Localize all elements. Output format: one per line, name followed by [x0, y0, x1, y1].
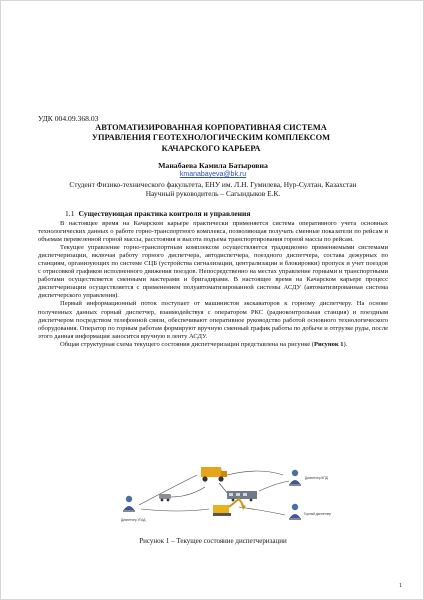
label-left-person: Диспетчер УГАД — [121, 518, 146, 522]
person-icon-bottom-right — [289, 504, 301, 520]
train-icon — [227, 491, 257, 501]
paper-title — [61, 123, 361, 154]
arrow-dispatcher-to-excavator — [141, 509, 209, 511]
affiliation-block — [41, 180, 385, 198]
car-icon — [159, 494, 171, 501]
paragraph-4-text: Общая структурная схема текущего состояния диспетчеризации представлена на рисунке ( — [60, 340, 314, 348]
label-top-right-person: Диспетчер КПД — [305, 476, 328, 480]
figure-reference-suffix: ). — [343, 340, 348, 348]
page-number: 1 — [399, 583, 402, 589]
figure-caption: Рисунок 1 – Текущее состояние диспетчеризации — [139, 537, 287, 545]
arrow-train-to-kpd — [259, 481, 289, 491]
title-line-3: КАЧАРСКОГО КАРЬЕРА — [161, 143, 261, 153]
paragraph-2: Текущее управление горно-транспортным комплексом осуществляется традиционно применяемыми системами диспетчеризации, включая работу горного диспетчера, автодиспетчера, поездного диспетчера, состава дежурных по станциям, организующих по системе СЦБ (устройства сигнализации, централизации и блокировки) пропуск и учет поездов с отрисовкой графиков исполненного движения поездов. Непосредственно на местах управление горными и транспортными работами осуществляется сменными мастерами и бригадирами. В настоящее время на Качарском карьере процесс диспетчеризации осуществляется с применением полуавтоматизированной системы АСДУ (автоматизированная система диспетчерского управления). — [38, 244, 388, 300]
paragraph-3: Первый информационный поток поступает от машинистов экскаваторов к горному диспетчеру. На основе полученных данных горный диспетчер, взаимодействуя с оператором РКС (радиоконтрольная станция) и поездным диспетчером посредством телефонной связи, обеспечивают оперативное руководство работой основного технологического оборудования. Оператор по горным работам формируют вручную сменный график работы по добыче и отгрузке руды, после этого данная информация заносится вручную в ленту АСДУ. — [38, 300, 388, 340]
arrow-truck-to-kpd — [227, 471, 283, 475]
person-icon-top-right — [289, 470, 301, 486]
person-icon-left — [123, 496, 135, 512]
title-line-2: УПРАВЛЕНИЯ ГЕОТЕХНОЛОГИЧЕСКИМ КОМПЛЕКСОМ — [91, 133, 331, 143]
affiliation: Студент Физико-технического факультета, ЕНУ им. Л.Н. Гумилева, Нур-Султан, Казахстан — [69, 180, 357, 189]
author-name: Манабаева Камила Батыровна — [158, 161, 268, 170]
udk-code: УДК 004.09.368.03 — [38, 114, 99, 123]
dump-truck-icon — [201, 467, 227, 482]
arrow-truck-to-car — [171, 487, 205, 497]
section-title: Существующая практика контроля и управления — [78, 209, 251, 218]
body-text — [38, 220, 388, 349]
paragraph-4 — [38, 341, 388, 349]
section-number: 1.1 — [65, 209, 75, 218]
author-email-link[interactable]: kmanabayeva@bk.ru — [179, 171, 247, 178]
arrow-excavator-to-mine-dispatcher — [239, 507, 285, 515]
label-bottom-right-person: Горный диспетчер — [304, 512, 331, 516]
paragraph-1: В настоящее время на Качарском карьере практически применяется система оперативного учета основных технологических данных о работе горно-транспортного комплекса, позволяющая получать сменные показатели по рейсам и объемам перевезенной горной массы, расстояния и высота подъема транспортирования горной массы по рейсам. — [38, 220, 388, 244]
figure-reference: Рисунок 1 — [313, 340, 344, 348]
dispatch-diagram — [109, 461, 331, 533]
title-line-1: АВТОМАТИЗИРОВАННАЯ КОРПОРАТИВНАЯ СИСТЕМА — [95, 123, 327, 132]
section-heading — [65, 209, 250, 218]
supervisor: Научный руководитель – Сагындыков Е.К. — [145, 189, 281, 199]
